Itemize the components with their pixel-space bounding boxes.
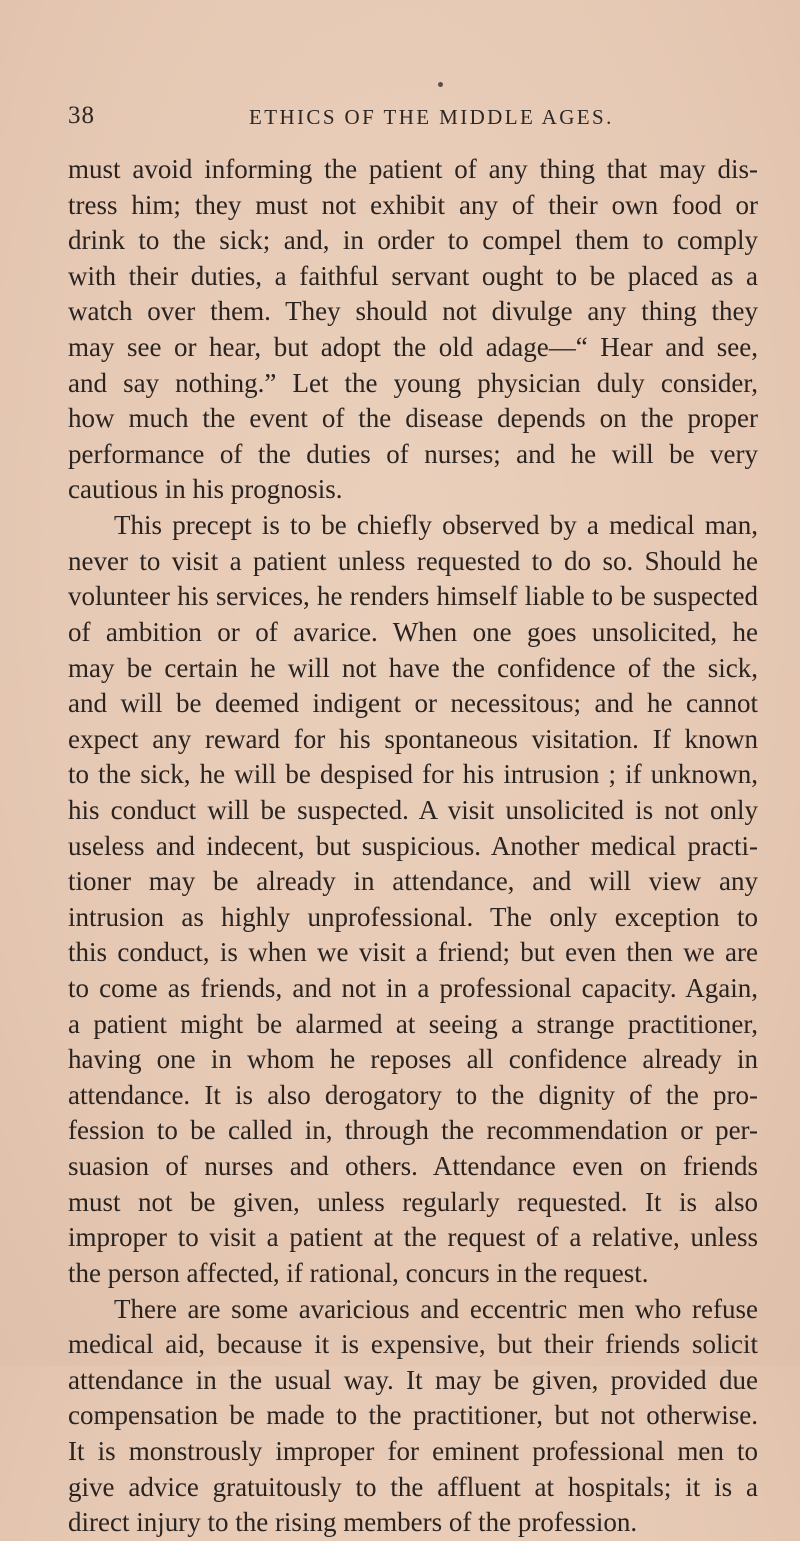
- text-line: drink to the sick; and, in order to compel them to comply: [68, 225, 758, 256]
- text-line: and will be deemed indigent or necessitous; and he cannot: [68, 688, 758, 719]
- text-line: may be certain he will not have the confidence of the sick,: [68, 652, 758, 683]
- text-line: tress him; they must not exhibit any of their own food or: [68, 189, 758, 220]
- text-line: attendance in the usual way. It may be given, provided due: [68, 1364, 758, 1395]
- text-line: to the sick, he will be despised for his intrusion ; if unknown,: [68, 759, 758, 790]
- paragraph-start-line: This precept is to be chiefly observed by a medical man,: [114, 510, 758, 541]
- text-line: must not be given, unless regularly requested. It is also: [68, 1186, 758, 1217]
- body-text: [68, 152, 758, 1541]
- text-line: and say nothing.” Let the young physician duly consider,: [68, 367, 758, 398]
- text-line: expect any reward for his spontaneous visitation. If known: [68, 723, 758, 754]
- text-line: It is monstrously improper for eminent professional men to: [68, 1435, 758, 1466]
- text-line: to come as friends, and not in a professional capacity. Again,: [68, 973, 758, 1004]
- text-line: having one in whom he reposes all confidence already in: [68, 1044, 758, 1075]
- text-line: intrusion as highly unprofessional. The only exception to: [68, 901, 758, 932]
- paragraph-end-line: direct injury to the rising members of the profession.: [68, 1507, 638, 1538]
- ink-speck: [438, 82, 443, 87]
- text-line: volunteer his services, he renders himself liable to be suspected: [68, 581, 758, 612]
- paragraph-end-line: cautious in his prognosis.: [68, 474, 343, 505]
- running-title: ETHICS OF THE MIDDLE AGES.: [249, 105, 614, 129]
- page-number: 38: [68, 102, 95, 129]
- text-line: of ambition or of avarice. When one goes unsolicited, he: [68, 616, 758, 647]
- text-line: give advice gratuitously to the affluent at hospitals; it is a: [68, 1471, 758, 1502]
- text-line: attendance. It is also derogatory to the dignity of the pro-: [68, 1079, 758, 1110]
- paragraph-start-line: There are some avaricious and eccentric men who refuse: [114, 1293, 758, 1324]
- paragraph-end-line: the person affected, if rational, concurs in the request.: [68, 1257, 649, 1288]
- text-line: medical aid, because it is expensive, but their friends solicit: [68, 1329, 758, 1360]
- text-line: never to visit a patient unless requested to do so. Should he: [68, 545, 758, 576]
- text-line: with their duties, a faithful servant ought to be placed as a: [68, 260, 758, 291]
- text-line: suasion of nurses and others. Attendance even on friends: [68, 1151, 758, 1182]
- text-line: fession to be called in, through the recommendation or per-: [68, 1115, 758, 1146]
- text-line: must avoid informing the patient of any thing that may dis-: [68, 154, 758, 184]
- text-line: tioner may be already in attendance, and will view any: [68, 866, 758, 897]
- text-line: how much the event of the disease depends on the proper: [68, 403, 758, 434]
- text-line: a patient might be alarmed at seeing a strange practitioner,: [68, 1008, 758, 1039]
- text-line: useless and indecent, but suspicious. Another medical practi-: [68, 830, 758, 861]
- text-line: his conduct will be suspected. A visit unsolicited is not only: [68, 794, 758, 825]
- text-line: compensation be made to the practitioner, but not otherwise.: [68, 1400, 758, 1431]
- text-line: performance of the duties of nurses; and he will be very: [68, 438, 758, 469]
- running-head: [68, 102, 758, 136]
- text-line: this conduct, is when we visit a friend; but even then we are: [68, 937, 758, 968]
- text-line: watch over them. They should not divulge any thing they: [68, 296, 758, 327]
- text-line: improper to visit a patient at the request of a relative, unless: [68, 1222, 758, 1253]
- text-line: may see or hear, but adopt the old adage—“ Hear and see,: [68, 332, 758, 363]
